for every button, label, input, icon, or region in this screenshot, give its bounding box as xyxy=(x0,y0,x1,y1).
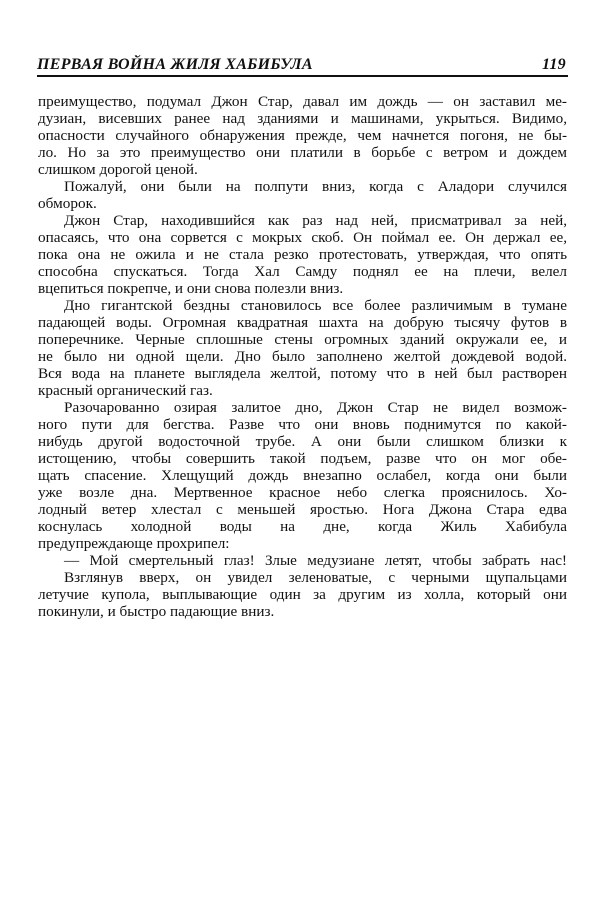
page-number: 119 xyxy=(541,56,566,73)
text-line: нибудь другой водосточной трубе. А они были слишком близки к xyxy=(38,433,567,450)
text-line: Джон Стар, находившийся как раз над ней, присматривал за ней, xyxy=(64,212,567,229)
text-line: Разочарованно озирая залитое дно, Джон Стар не видел возмож- xyxy=(64,399,567,416)
text-line: поперечнике. Черные сплошные стены огромных зданий окружали ее, и xyxy=(38,331,567,348)
text-line: ного пути для бегства. Разве что они вновь поднимутся по какой- xyxy=(38,416,567,433)
text-line: покинули, и быстро падающие вниз. xyxy=(38,603,275,620)
text-line: уже возле дна. Мертвенное красное небо слегка прояснилось. Хо- xyxy=(38,484,567,501)
text-line: летучие купола, выплывающие один за другим из холла, который они xyxy=(38,586,567,603)
running-title: ПЕРВАЯ ВОЙНА ЖИЛЯ ХАБИБУЛА xyxy=(37,56,313,73)
text-line: опасаясь, что она сорвется с мокрых скоб. Он поймал ее. Он держал ее, xyxy=(38,229,567,246)
text-line: — Мой смертельный глаз! Злые медузиане летят, чтобы забрать нас! xyxy=(64,552,567,569)
text-line: красный органический газ. xyxy=(38,382,213,399)
text-line: Пожалуй, они были на полпути вниз, когда с Аладори случился xyxy=(64,178,567,195)
text-line: вцепиться покрепче, и они снова полезли вниз. xyxy=(38,280,344,297)
text-line: Дно гигантской бездны становилось все более различимым в тумане xyxy=(64,297,567,314)
text-line: щать спасение. Хлещущий дождь внезапно ослабел, когда они были xyxy=(38,467,567,484)
text-line: способна спускаться. Тогда Хал Самду поднял ее на плечи, велел xyxy=(38,263,567,280)
text-line: Взглянув вверх, он увидел зеленоватые, с черными щупальцами xyxy=(64,569,567,586)
text-line: дузиан, висевших ранее над зданиями и машинами, укрыться. Видимо, xyxy=(38,110,567,127)
running-header xyxy=(37,55,568,77)
text-line: падающей воды. Огромная квадратная шахта на добрую тысячу футов в xyxy=(38,314,567,331)
body-text xyxy=(38,93,567,620)
text-line: пока она не ожила и не стала резко протестовать, утверждая, что опять xyxy=(38,246,567,263)
text-line: Вся вода на планете выглядела желтой, потому что в ней был растворен xyxy=(38,365,567,382)
text-line: лодный ветер хлестал с меньшей яростью. Нога Джона Стара едва xyxy=(38,501,567,518)
text-line: преимущество, подумал Джон Стар, давал им дождь — он заставил ме- xyxy=(38,93,567,110)
text-line: истощению, чтобы совершить такой подъем, разве что он мог обе- xyxy=(38,450,567,467)
text-line: обморок. xyxy=(38,195,97,212)
text-line: не было ни одной щели. Дно было заполнено желтой дождевой водой. xyxy=(38,348,567,365)
text-line: слишком дорогой ценой. xyxy=(38,161,198,178)
text-line: предупреждающе прохрипел: xyxy=(38,535,230,552)
text-line: ло. Но за это преимущество они платили в борьбе с ветром и дождем xyxy=(38,144,567,161)
text-line: опасности случайного обнаружения прежде, чем начнется погоня, не бы- xyxy=(38,127,567,144)
text-line: коснулась холодной воды на дне, когда Жиль Хабибула xyxy=(38,518,567,535)
